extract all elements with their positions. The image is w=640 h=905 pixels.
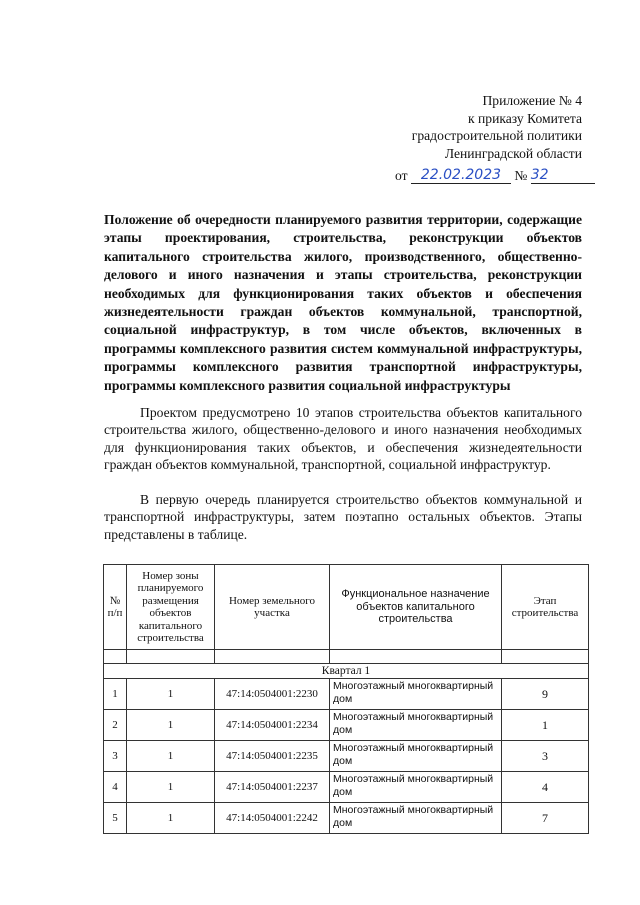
subheader-cell	[215, 650, 330, 664]
cell-zone: 1	[127, 679, 215, 710]
subheader-cell	[330, 650, 502, 664]
number-value: 32	[530, 167, 549, 183]
order-date-number	[395, 167, 595, 184]
date-prefix: от	[395, 168, 408, 183]
cell-parcel: 47:14:0504001:2235	[215, 741, 330, 772]
stages-table	[103, 564, 589, 834]
cell-parcel: 47:14:0504001:2230	[215, 679, 330, 710]
date-value: 22.02.2023	[420, 167, 502, 183]
header-function: Функциональное назначение объектов капитального строительства	[330, 565, 502, 650]
appendix-line: градостроительной политики	[411, 128, 582, 143]
cell-num: 3	[104, 741, 127, 772]
cell-num: 5	[104, 803, 127, 834]
cell-stage: 4	[502, 772, 589, 803]
header-parcel: Номер земельного участка	[215, 565, 330, 650]
cell-stage: 9	[502, 679, 589, 710]
table-row	[104, 679, 589, 710]
cell-zone: 1	[127, 772, 215, 803]
table-row	[104, 803, 589, 834]
table-row	[104, 710, 589, 741]
cell-stage: 7	[502, 803, 589, 834]
appendix-block	[412, 92, 582, 162]
header-zone: Номер зоны планируемого размещения объектов капитального строительства	[127, 565, 215, 650]
paragraph: В первую очередь планируется строительство объектов коммунальной и транспортной инфраструктуры, затем поэтапно остальных объектов. Этапы представлены в таблице.	[104, 492, 582, 542]
subheader-cell	[502, 650, 589, 664]
header-num: № п/п	[104, 565, 127, 650]
cell-zone: 1	[127, 710, 215, 741]
cell-stage: 3	[502, 741, 589, 772]
cell-stage: 1	[502, 710, 589, 741]
number-field	[531, 167, 595, 184]
document-heading: Положение об очередности планируемого развития территории, содержащие этапы проектирования, строительства, реконструкции объектов капитального строительства жилого, производственного, общественно-делового и иного назначения и этапы строительства, реконструкции необходимых для функционирования таких объектов и обеспечения жизнедеятельности граждан объектов коммунальной, транспортной, социальной инфраструктур, в том числе объектов, включенных в программы комплексного развития систем коммунальной инфраструктуры, программы комплексного развития транспортной инфраструктуры, программы комплексного развития социальной инфраструктуры	[104, 212, 582, 393]
cell-num: 1	[104, 679, 127, 710]
cell-object: Многоэтажный многоквартирный дом	[330, 710, 502, 741]
paragraph: Проектом предусмотрено 10 этапов строительства объектов капитального строительства жилого, общественно-делового и иного назначения необходимых для функционирования таких объектов, и обеспечения жизнедеятельности граждан объектов коммунальной, транспортной, социальной инфраструктур.	[104, 405, 582, 473]
cell-object: Многоэтажный многоквартирный дом	[330, 772, 502, 803]
appendix-line: к приказу Комитета	[468, 110, 582, 126]
appendix-line: Приложение № 4	[482, 93, 582, 108]
cell-parcel: 47:14:0504001:2234	[215, 710, 330, 741]
quarter-label: Квартал 1	[104, 664, 589, 679]
cell-num: 2	[104, 710, 127, 741]
table-header-row	[104, 565, 589, 650]
table-subheader-row	[104, 650, 589, 664]
quarter-row	[104, 664, 589, 679]
cell-num: 4	[104, 772, 127, 803]
date-field	[411, 167, 511, 184]
cell-zone: 1	[127, 803, 215, 834]
subheader-cell	[104, 650, 127, 664]
cell-object: Многоэтажный многоквартирный дом	[330, 679, 502, 710]
cell-parcel: 47:14:0504001:2237	[215, 772, 330, 803]
table-row	[104, 741, 589, 772]
appendix-line: Ленинградской области	[444, 145, 582, 161]
number-prefix: №	[514, 168, 528, 183]
cell-zone: 1	[127, 741, 215, 772]
cell-parcel: 47:14:0504001:2242	[215, 803, 330, 834]
cell-object: Многоэтажный многоквартирный дом	[330, 803, 502, 834]
cell-object: Многоэтажный многоквартирный дом	[330, 741, 502, 772]
subheader-cell	[127, 650, 215, 664]
table-row	[104, 772, 589, 803]
header-stage: Этап строительства	[502, 565, 589, 650]
